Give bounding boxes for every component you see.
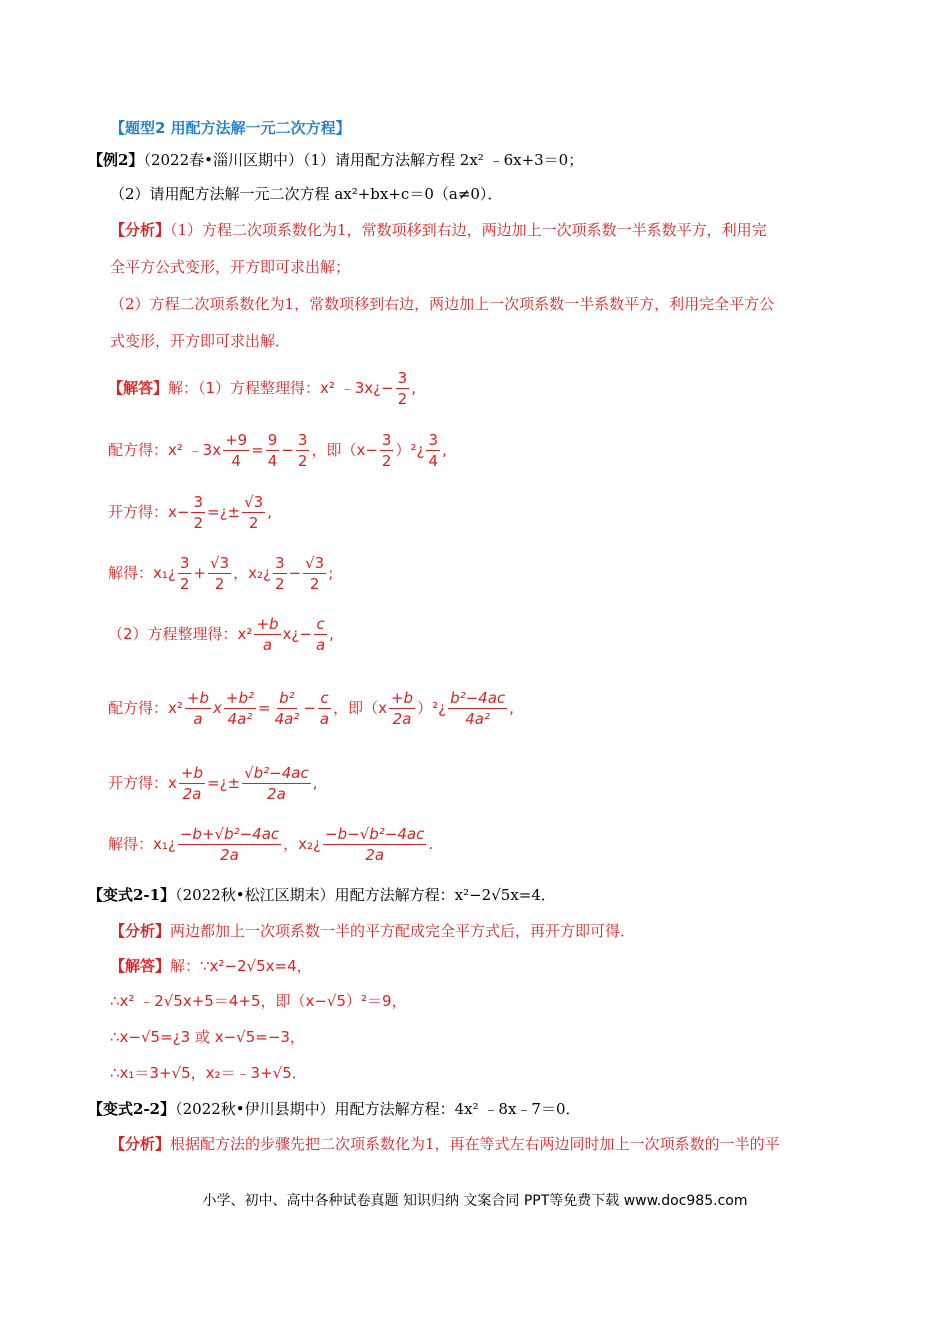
fraction: [254, 614, 280, 655]
fraction: [314, 614, 327, 655]
example-tag: 【例2】: [88, 151, 144, 169]
numerator: b²: [279, 689, 295, 707]
fraction: [380, 430, 394, 471]
numerator: c: [320, 689, 329, 707]
variant-2-2-analysis: [110, 1134, 780, 1154]
page-footer: 小学、初中、高中各种试卷真题 知识归纳 文案合同 PPT等免费下载 www.doc985.com: [202, 1193, 748, 1209]
step-6-prefix: 配方得：x²: [108, 699, 183, 717]
step-4-prefix: 解得：x₁¿: [108, 564, 176, 582]
step-2-connector: ，即（x−: [311, 441, 378, 459]
fraction: [185, 688, 211, 729]
solution-step-1: 【解答】解：（1）方程整理得：x² ﹣3x¿− $\frac{3}{2}$ ,: [108, 369, 416, 408]
fraction: [273, 553, 287, 594]
fraction: [303, 553, 326, 594]
analysis-text-1: （1）方程二次项系数化为1，常数项移到右边，两边加上一次项系数一半系数平方，利用完: [170, 221, 767, 239]
denominator: 2a: [220, 846, 239, 864]
numerator: +b: [390, 689, 414, 707]
equals-plusminus: =¿±: [206, 774, 241, 792]
denominator: a: [193, 710, 203, 728]
numerator: 9: [267, 431, 278, 449]
fraction: [318, 688, 331, 729]
fraction: [448, 688, 507, 729]
variant-question: （2022秋•松江区期末）用配方法解方程：x²−2√5x=4．: [175, 886, 556, 904]
fraction: [208, 553, 231, 594]
fraction: [224, 688, 256, 729]
numerator: +9: [225, 431, 248, 449]
step-3-prefix: 开方得：x−: [108, 503, 190, 521]
solution-step-4: 解得：x₁¿ $\frac{3}{2}$ + $\frac{√3}{2}$ ，x₂¿ $\frac{3}{2}$ − $\frac{√3}{2}$ ;: [108, 554, 334, 593]
analysis-line-1: [110, 220, 767, 240]
step-6-square: ）²¿: [417, 699, 447, 717]
equals-plusminus: =¿±: [207, 503, 241, 521]
fraction: [296, 430, 310, 471]
step-6-connector: ，即（x: [333, 699, 387, 717]
denominator: 4: [231, 452, 241, 470]
fraction: [178, 553, 192, 594]
numerator: c: [316, 615, 325, 633]
variant-2-1-solution-1: [110, 956, 312, 976]
solution-step-3: 开方得：x− $\frac{3}{2}$ =¿± $\frac{√3}{2}$ ,: [108, 493, 272, 532]
denominator: a: [315, 636, 326, 654]
denominator: 2a: [267, 785, 286, 803]
analysis-line-3: （2）方程二次项系数化为1，常数项移到右边，两边加上一次项系数一半系数平方，利用完全平方公: [110, 295, 775, 313]
denominator: 2: [397, 390, 408, 408]
solution-step-6: 配方得：x² $\frac{+b}{a}$ x $\frac{\text{+b²}}{\text{4a²}}$ = $\frac{\text{b²}}{\text{4a²}}$ − $\frac{c}{a}$ ，即（x $\frac{+b}{2a}$ ）²¿ $\frac{\text{b²−4ac}}{\text{4a²}}$ ,: [108, 689, 514, 728]
step-8-prefix: 解得：x₁¿: [108, 835, 176, 853]
numerator: +b²: [225, 689, 254, 707]
variant-2-1-solution-4: ∴x₁＝3+√5，x₂＝﹣3+√5．: [110, 1064, 307, 1082]
numerator: +b: [256, 615, 279, 633]
denominator: 4: [267, 452, 278, 470]
solution-step-2: 配方得：x² ﹣3x $\frac{+9}{4}$ = $\frac{9}{4}$ − $\frac{3}{2}$ ，即（x− $\frac{3}{2}$ ）²¿ $\frac{3}{4}$ ,: [108, 431, 447, 470]
denominator: a: [262, 636, 273, 654]
denominator: a: [319, 710, 330, 728]
denominator: 2: [248, 514, 259, 532]
fraction: [191, 492, 205, 533]
step-8-connector: ，x₂¿: [283, 835, 322, 853]
fraction: [223, 430, 249, 471]
numerator: √3: [244, 493, 264, 511]
variant-tag: 【变式2-2】: [88, 1100, 176, 1118]
fraction: [396, 368, 410, 409]
analysis-text: 两边都加上一次项系数一半的平方配成完全平方式后，再开方即可得．: [170, 922, 636, 940]
denominator: 2a: [365, 846, 385, 864]
step-5-middle: x¿−: [282, 625, 312, 643]
variant-2-1-question: [88, 885, 556, 905]
step-4-connector: ，x₂¿: [233, 564, 271, 582]
fraction: [273, 688, 302, 729]
denominator: 2: [309, 575, 320, 593]
analysis-tag: 【分析】: [110, 221, 171, 239]
fraction: [178, 824, 281, 865]
denominator: 4a²: [465, 710, 490, 728]
fraction: [242, 763, 311, 804]
step-7-prefix: 开方得：x: [108, 774, 177, 792]
step-5-prefix: （2）方程整理得：x²: [108, 625, 253, 643]
denominator: 2a: [392, 710, 412, 728]
solution-step-7: 开方得：x $\frac{+b}{2a}$ =¿± $\frac{\text{√b²−4ac}}{2a}$ ,: [108, 764, 318, 803]
solution-text: 解：∵x²−2√5x=4，: [170, 957, 312, 975]
fraction: [389, 688, 415, 729]
section-heading: 【题型2 用配方法解一元二次方程】: [110, 119, 351, 137]
analysis-tag: 【分析】: [110, 1135, 171, 1153]
numerator: 3: [428, 431, 438, 449]
solution-step-8: 解得：x₁¿ $\frac{\text{−b+√b²−4ac}}{2a}$ ，x₂¿ $\frac{\text{−b−√b²−4ac}}{2a}$ .: [108, 825, 434, 864]
denominator: 4: [428, 452, 438, 470]
denominator: 4a²: [274, 710, 300, 728]
analysis-line-4: 式变形，开方即可求出解．: [110, 332, 291, 350]
example-2-question-2: （2）请用配方法解一元二次方程 ax²+bx+c＝0（a≠0）．: [110, 185, 503, 203]
numerator: 3: [397, 369, 408, 387]
solution-step-5: （2）方程整理得：x² $\frac{+b}{a}$ x¿− $\frac{c}{a}$ ,: [108, 615, 334, 654]
numerator: √3: [209, 554, 230, 572]
denominator: 4a²: [227, 710, 253, 728]
solution-tag: 【解答】: [110, 957, 171, 975]
fraction: [323, 824, 426, 865]
denominator: 2: [274, 575, 285, 593]
denominator: 2: [193, 514, 203, 532]
denominator: 2: [214, 575, 225, 593]
variant-2-1-analysis: [110, 921, 635, 941]
step-1-text: 解：（1）方程整理得：x² ﹣3x¿−: [168, 379, 394, 397]
fraction: [266, 430, 280, 471]
denominator: 2a: [182, 785, 202, 803]
numerator: b²−4ac: [450, 689, 506, 707]
variant-question: （2022秋•伊川县期中）用配方法解方程：4x² ﹣8x﹣7＝0．: [175, 1100, 581, 1118]
step-2-prefix: 配方得：x² ﹣3x: [108, 441, 222, 459]
analysis-tag: 【分析】: [110, 922, 171, 940]
variant-2-1-solution-3: ∴x−√5=¿3 或 x−√5=−3，: [110, 1028, 305, 1046]
denominator: 2: [297, 452, 308, 470]
variant-2-2-question: [88, 1099, 581, 1119]
fraction: [242, 492, 265, 533]
example-q1: （1）请用配方法解方程 2x² ﹣6x+3＝0；: [302, 151, 584, 169]
numerator: 3: [381, 431, 392, 449]
numerator: √b²−4ac: [244, 764, 309, 782]
variant-tag: 【变式2-1】: [88, 886, 176, 904]
fraction: [426, 430, 440, 471]
step-2-square: ）²¿: [395, 441, 425, 459]
fraction: [179, 763, 205, 804]
analysis-line-2: 全平方公式变形，开方即可求出解；: [110, 258, 351, 276]
numerator: 3: [274, 554, 285, 572]
analysis-text: 根据配方法的步骤先把二次项系数化为1，再在等式左右两边同时加上一次项系数的一半的平: [170, 1135, 780, 1153]
numerator: 3: [179, 554, 190, 572]
example-2-question-1: [88, 150, 583, 170]
numerator: +b: [180, 764, 203, 782]
denominator: 2: [381, 452, 392, 470]
numerator: 3: [297, 431, 308, 449]
example-source: （2022春•淄川区期中）: [143, 151, 303, 169]
equals: =: [251, 441, 264, 459]
denominator: 2: [179, 575, 190, 593]
numerator: +b: [186, 689, 209, 707]
variant-2-1-solution-2: ∴x² ﹣2√5x+5＝4+5，即（x−√5）²＝9，: [110, 992, 407, 1010]
solution-tag: 【解答】: [108, 379, 169, 397]
numerator: 3: [193, 493, 203, 511]
numerator: −b−√b²−4ac: [325, 825, 425, 843]
numerator: √3: [305, 554, 325, 572]
numerator: −b+√b²−4ac: [179, 825, 280, 843]
